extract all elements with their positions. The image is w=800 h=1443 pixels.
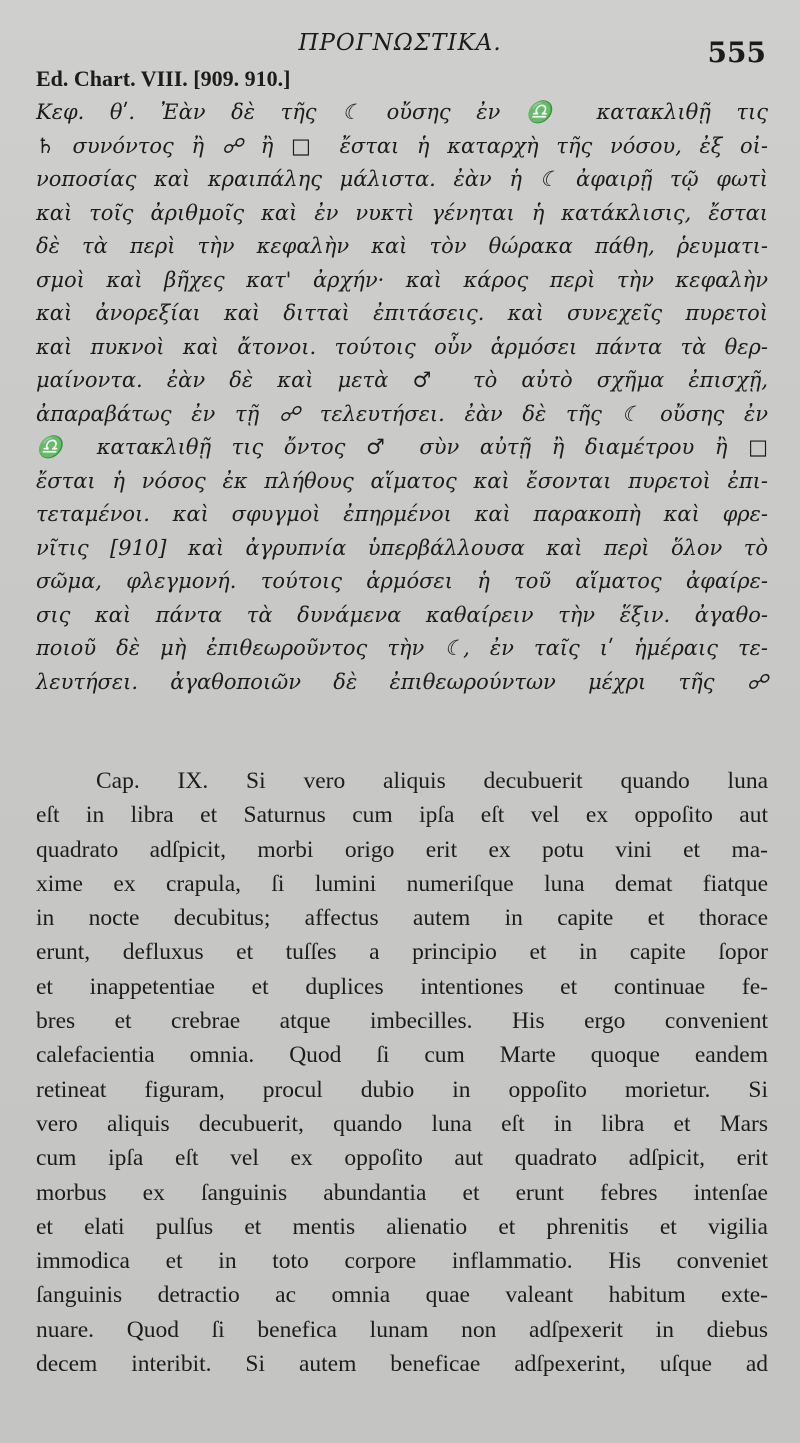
greek-line: καὶ πυκνοὶ καὶ ἄτονοι. τούτοις οὖν ἁρμόσει πάντα τὰ θερ- <box>36 334 768 359</box>
greek-line: ♄ συνόντος ἢ ☍ ἢ □ ἔσται ἡ καταρχὴ τῆς νόσου, ἐξ οἰ- <box>36 133 768 158</box>
greek-line: Κεφ. θʹ. Ἐὰν δὲ τῆς ☾ οὔσης ἐν ♎ κατακλιθῇ τις <box>36 100 768 124</box>
greek-line: ♎ κατακλιθῇ τις ὄντος ♂ σὺν αὐτῇ ἢ διαμέτρου ἢ □ <box>36 435 768 459</box>
greek-line: σῶμα, φλεγμονή. τούτοις ἁρμόσει ἡ τοῦ αἵματος ἀφαίρε- <box>36 569 768 593</box>
greek-line: ποιοῦ δὲ μὴ ἐπιθεωροῦντος τὴν ☾, ἐν ταῖς ιʹ ἡμέραις τε- <box>36 636 768 660</box>
greek-line: τεταμένοι. καὶ σφυγμοὶ ἐπηρμένοι καὶ παρακοπὴ καὶ φρε- <box>36 502 768 526</box>
latin-line: Cap. IX. Si vero aliquis decubuerit quando luna <box>96 768 768 794</box>
running-title: ΠΡΟΓΝΩΣΤΙΚΑ. <box>298 30 502 56</box>
greek-line: ἔσται ἡ νόσος ἐκ πλήθους αἵματος καὶ ἔσονται πυρετοὶ ἐπι- <box>36 468 768 493</box>
greek-line: νοποσίας καὶ κραιπάλης μάλιστα. ἐὰν ἡ ☾ ἀφαιρῇ τῷ φωτὶ <box>36 167 768 191</box>
latin-line: bres et crebrae atque imbecilles. His ergo convenient <box>36 1008 768 1035</box>
greek-line: καὶ τοῖς ἀριθμοῖς καὶ ἐν νυκτὶ γένηται ἡ κατάκλισις, ἔσται <box>36 200 768 225</box>
greek-line: σις καὶ πάντα τὰ δυνάμενα καθαίρειν τὴν ἕξιν. ἀγαθο- <box>36 602 768 627</box>
greek-line: λευτήσει. ἀγαθοποιῶν δὲ ἐπιθεωρούντων μέχρι τῆς ☍ <box>36 669 768 694</box>
latin-line: et inappetentiae et duplices intentiones et continuae fe- <box>36 973 768 1000</box>
latin-line: morbus ex ſanguinis abundantia et erunt febres intenſae <box>36 1179 768 1206</box>
latin-line: retineat figuram, procul dubio in oppoſito morietur. Si <box>36 1076 768 1103</box>
latin-line: et elati pulſus et mentis alienatio et phrenitis et vigilia <box>36 1213 768 1240</box>
latin-line: vero aliquis decubuerit, quando luna eſt in libra et Mars <box>36 1110 768 1137</box>
edition-reference: Ed. Chart. VIII. [909. 910.] <box>36 66 291 91</box>
latin-line: ſanguinis detractio ac omnia quae valeant habitum exte- <box>36 1282 768 1309</box>
greek-line: δὲ τὰ περὶ τὴν κεφαλὴν καὶ τὸν θώρακα πάθη, ῥευματι- <box>36 234 768 258</box>
latin-line: nuare. Quod ſi benefica lunam non adſpexerit in diebus <box>36 1316 768 1343</box>
latin-line: calefacientia omnia. Quod ſi cum Marte quoque eandem <box>36 1042 768 1069</box>
greek-line: σμοὶ καὶ βῆχες κατ' ἀρχήν· καὶ κάρος περὶ τὴν κεφαλὴν <box>36 267 768 292</box>
greek-line: ἀπαραβάτως ἐν τῇ ☍ τελευτήσει. ἐὰν δὲ τῆς ☾ οὔσης ἐν <box>36 401 768 426</box>
latin-line: cum ipſa eſt vel ex oppoſito aut quadrato adſpicit, erit <box>36 1145 768 1172</box>
latin-line: in nocte decubitus; affectus autem in capite et thorace <box>36 905 768 932</box>
latin-line: quadrato adſpicit, morbi origo erit ex potu vini et ma- <box>36 836 768 863</box>
greek-line: καὶ ἀνορεξίαι καὶ διτταὶ ἐπιτάσεις. καὶ συνεχεῖς πυρετοὶ <box>36 301 768 325</box>
latin-line: erunt, defluxus et tuſſes a principio et in capite ſopor <box>36 939 768 966</box>
latin-line: immodica et in toto corpore inflammatio. His conveniet <box>36 1248 768 1275</box>
greek-text-block <box>36 96 768 699</box>
page-number: 555 <box>707 36 766 69</box>
latin-line: eſt in libra et Saturnus cum ipſa eſt vel ex oppoſito aut <box>36 802 768 829</box>
greek-line: νῖτις [910] καὶ ἀγρυπνία ὑπερβάλλουσα καὶ περὶ ὅλον τὸ <box>36 535 768 560</box>
greek-line: μαίνοντα. ἐὰν δὲ καὶ μετὰ ♂ τὸ αὐτὸ σχῆμα ἐπισχῇ, <box>36 368 768 392</box>
latin-text-block <box>36 764 768 1381</box>
latin-line: decem interibit. Si autem beneficae adſpexerint, uſque ad <box>36 1351 768 1378</box>
latin-line: xime ex crapula, ſi lumini numeriſque luna demat fiatque <box>36 870 768 897</box>
